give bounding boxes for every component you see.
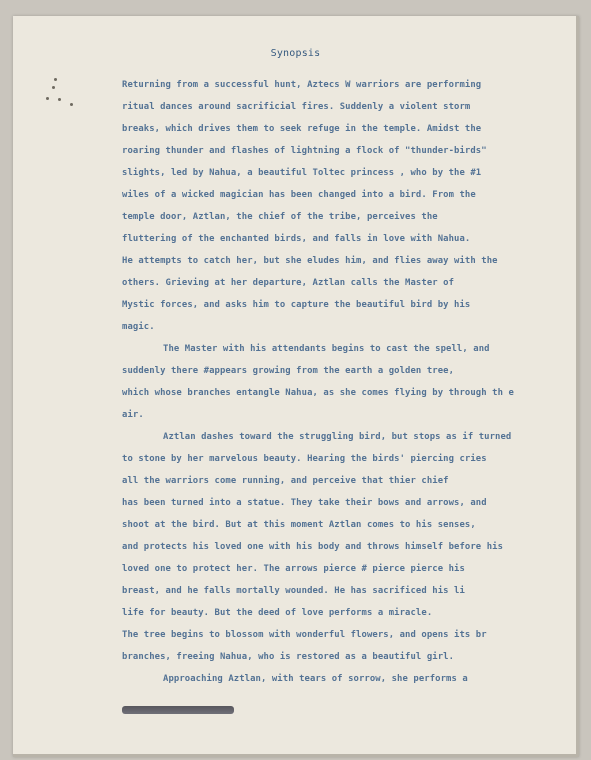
text-line: temple door, Aztlan, the chief of the tribe, perceives the — [122, 212, 438, 222]
text-line: and protects his loved one with his body and throws himself before his — [122, 542, 504, 552]
text-line: air. — [122, 410, 144, 420]
text-line: magic. — [122, 322, 155, 332]
text-line: has been turned into a statue. They take their bows and arrows, and — [122, 498, 487, 508]
text-line: fluttering of the enchanted birds, and falls in love with Nahua. — [122, 234, 471, 244]
text-line: Returning from a successful hunt, Aztecs W warriors are performing — [122, 80, 482, 90]
struck-out-text — [122, 706, 234, 714]
text-line: branches, freeing Nahua, who is restored as a beautiful girl. — [122, 652, 455, 662]
document-title: Synopsis — [270, 48, 321, 59]
text-line: shoot at the bird. But at this moment Aztlan comes to his senses, — [122, 520, 476, 530]
text-line: suddenly there #appears growing from the earth a golden tree, — [122, 366, 455, 376]
text-line: roaring thunder and flashes of lightning a flock of "thunder-birds" — [122, 146, 487, 156]
text-line: The Master with his attendants begins to cast the spell, and — [163, 344, 490, 354]
text-line: breaks, which drives them to seek refuge in the temple. Amidst the — [122, 124, 482, 134]
text-line: Approaching Aztlan, with tears of sorrow, she performs a — [163, 674, 468, 684]
text-line: to stone by her marvelous beauty. Hearing the birds' piercing cries — [122, 454, 487, 464]
text-line: others. Grieving at her departure, Aztlan calls the Master of — [122, 278, 455, 288]
text-line: He attempts to catch her, but she eludes him, and flies away with the — [122, 256, 498, 266]
text-line: slights, led by Nahua, a beautiful Toltec princess , who by the #1 — [122, 168, 482, 178]
text-line: wiles of a wicked magician has been changed into a bird. From the — [122, 190, 476, 200]
text-line: Mystic forces, and asks him to capture the beautiful bird by his — [122, 300, 471, 310]
text-line: loved one to protect her. The arrows pierce # pierce pierce his — [122, 564, 465, 574]
margin-marks — [44, 78, 78, 110]
text-line: Aztlan dashes toward the struggling bird, but stops as if turned — [163, 432, 512, 442]
text-line: all the warriors come running, and perceive that thier chief — [122, 476, 449, 486]
text-line: which whose branches entangle Nahua, as she comes flying by through th e — [122, 388, 514, 398]
text-line: life for beauty. But the deed of love performs a miracle. — [122, 608, 433, 618]
text-line: ritual dances around sacrificial fires. Suddenly a violent storm — [122, 102, 471, 112]
text-line: breast, and he falls mortally wounded. He has sacrificed his li — [122, 586, 465, 596]
text-line: The tree begins to blossom with wonderful flowers, and opens its br — [122, 630, 487, 640]
